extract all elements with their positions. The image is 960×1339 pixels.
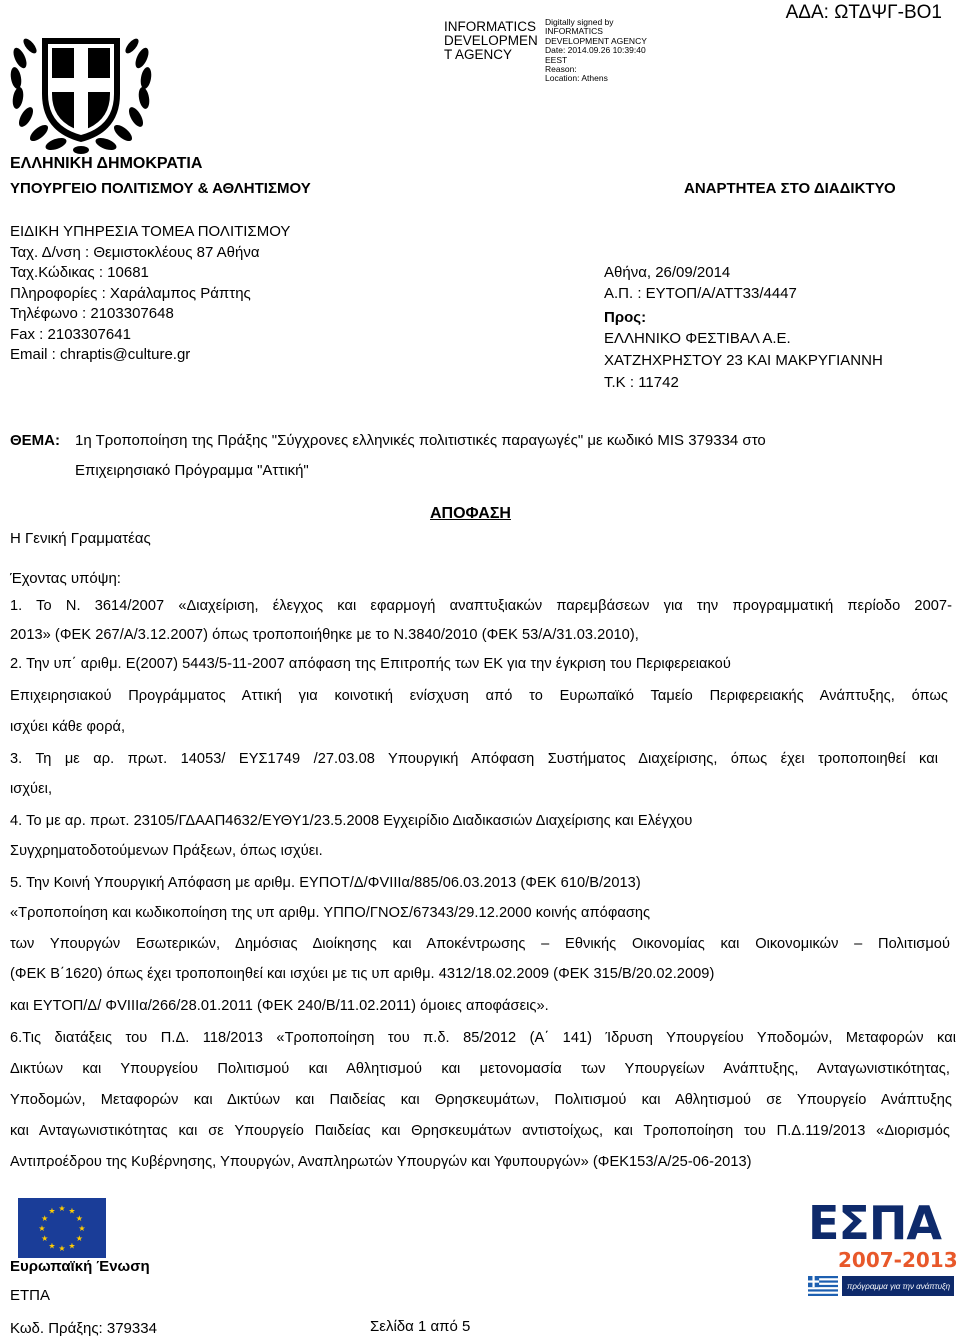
sender-postcode: Ταχ.Κώδικας : 10681 bbox=[10, 264, 149, 281]
eu-flag-icon bbox=[18, 1198, 106, 1258]
publish-note: ΑΝΑΡΤΗΤΕΑ ΣΤΟ ΔΙΑΔΙΚΤΥΟ bbox=[684, 180, 896, 197]
svg-text:★: ★ bbox=[68, 1241, 76, 1251]
sender-service: ΕΙΔΙΚΗ ΥΠΗΡΕΣΙΑ ΤΟΜΕΑ ΠΟΛΙΤΙΣΜΟΥ bbox=[10, 223, 291, 240]
body-line: και ΕΥΤΟΠ/Δ/ ΦVIIIα/266/28.01.2011 (ΦΕΚ 240/Β/11.02.2011) όμοιες αποφάσεις». bbox=[10, 998, 549, 1014]
signer-name: INFORMATICS DEVELOPMEN T AGENCY bbox=[444, 19, 538, 62]
signature-details bbox=[545, 18, 647, 84]
espa-tagline: πρόγραμμα για την ανάπτυξη bbox=[847, 1282, 951, 1291]
svg-text:★: ★ bbox=[58, 1244, 66, 1253]
body-line: 3. Τη με αρ. πρωτ. 14053/ ΕΥΣ1749 /27.03.08 Υπουργική Απόφαση Συστήματος Διαχείρισης, όπως έχει τροποποιηθεί και bbox=[10, 751, 938, 767]
recipient-postcode: Τ.Κ : 11742 bbox=[604, 374, 679, 391]
body-line: 4. Το με αρ. πρωτ. 23105/ΓΔΑΑΠ4632/ΕΥΘΥ1/23.5.2008 Εγχειρίδιο Διαδικασιών Διαχείρισης και Ελέγχου bbox=[10, 813, 693, 829]
body-line: Αντιπροέδρου της Κυβέρνησης, Υπουργών, Αναπληρωτών Υπουργών και Υφυπουργών» (ΦΕΚ153/Α/25-06-2013) bbox=[10, 1154, 752, 1170]
signature-detail-line: Digitally signed by bbox=[545, 17, 614, 27]
body-line: Συγχρηματοδοτούμενων Πράξεων, όπως ισχύει. bbox=[10, 843, 323, 859]
svg-text:★: ★ bbox=[75, 1234, 83, 1243]
sender-address: Ταχ. Δ/νση : Θεμιστοκλέους 87 Αθήνα bbox=[10, 243, 260, 261]
body-line: 6.Τις διατάξεις του Π.Δ. 118/2013 «Τροποποίηση του π.δ. 85/2012 (Α΄ 141) Ίδρυση Υπουργείου Υποδομών, Μεταφορών και bbox=[10, 1030, 956, 1046]
sender-email: Email : chraptis@culture.gr bbox=[10, 346, 191, 363]
body-line: 1. Το Ν. 3614/2007 «Διαχείριση, έλεγχος και εφαρμογή αναπτυξιακών παρεμβάσεων για την προγραμματική περίοδο 2007- bbox=[10, 598, 952, 614]
recipient-street: ΧΑΤΖΗΧΡΗΣΤΟΥ 23 ΚΑΙ ΜΑΚΡΥΓΙΑΝΝΗ bbox=[604, 352, 883, 369]
considering-heading: Έχοντας υπόψη: bbox=[10, 570, 121, 587]
sender-phone: Τηλέφωνο : 2103307648 bbox=[10, 305, 174, 322]
subject-line-2: Επιχειρησιακό Πρόγραμμα "Αττική" bbox=[75, 462, 309, 479]
espa-logo-years: 2007-2013 bbox=[838, 1248, 958, 1272]
body-line: ισχύει κάθε φορά, bbox=[10, 719, 126, 735]
body-line: 2013» (ΦΕΚ 267/Α/3.12.2007) όπως τροποποιήθηκε με το Ν.3840/2010 (ΦΕΚ 53/Α/31.03.2010), bbox=[10, 627, 639, 643]
signature-detail-line: Reason: bbox=[545, 64, 577, 75]
body-line: των Υπουργών Εσωτερικών, Δημόσιας Διοίκησης και Αποκέντρωσης – Εθνικής Οικονομίας και Οικονομικών – Πολιτισμού bbox=[10, 936, 950, 952]
signature-detail-line: Location: Athens bbox=[545, 73, 608, 84]
body-line: «Τροποποίηση και κωδικοποίηση της υπ αριθμ. ΥΠΠΟ/ΓΝΟΣ/67343/29.12.2000 κοινής απόφασης bbox=[10, 905, 651, 921]
espa-logo-text: ΕΣΠΑ bbox=[808, 1196, 941, 1250]
body-line: Δικτύων και Υπουργείου Πολιτισμού και Αθλητισμού και μετονομασία των Υπουργείων Ανάπτυξης, Ανταγωνιστικότητας, bbox=[10, 1061, 950, 1077]
svg-text:★: ★ bbox=[41, 1214, 49, 1223]
svg-text:★: ★ bbox=[48, 1241, 56, 1251]
svg-text:★: ★ bbox=[68, 1206, 76, 1216]
body-line: 2. Την υπ΄ αριθμ. Ε(2007) 5443/5-11-2007 απόφαση της Επιτροπής των ΕΚ για την έγκριση του Περιφερειακού bbox=[10, 656, 731, 672]
svg-text:★: ★ bbox=[48, 1206, 56, 1216]
greek-flag-icon bbox=[808, 1276, 838, 1296]
svg-text:★: ★ bbox=[41, 1234, 49, 1243]
greek-coat-of-arms-icon bbox=[6, 16, 156, 156]
signature-detail-line: EEST bbox=[545, 54, 568, 65]
sender-fax: Fax : 2103307641 bbox=[10, 325, 131, 343]
page-number: Σελίδα 1 από 5 bbox=[370, 1318, 471, 1335]
body-line: Υποδομών, Μεταφορών και Δικτύων και Παιδείας και Θρησκευμάτων, Πολιτισμού και Αθλητισμού σε Υπουργείο Ανάπτυξης bbox=[10, 1092, 952, 1108]
ministry-heading: ΥΠΟΥΡΓΕΙΟ ΠΟΛΙΤΙΣΜΟΥ & ΑΘΛΗΤΙΣΜΟΥ bbox=[10, 180, 311, 197]
svg-text:★: ★ bbox=[38, 1224, 46, 1233]
svg-text:★: ★ bbox=[78, 1224, 86, 1233]
decision-title: ΑΠΟΦΑΣΗ bbox=[430, 505, 511, 522]
project-code: Κωδ. Πράξης: 379334 bbox=[10, 1320, 157, 1337]
espa-tagline-bar bbox=[842, 1276, 954, 1296]
signature-detail-line: Date: 2014.09.26 10:39:40 bbox=[545, 45, 646, 56]
signature-detail-line: INFORMATICS bbox=[545, 26, 603, 37]
eu-label: Ευρωπαϊκή Ένωση bbox=[10, 1258, 150, 1275]
ada-code: ΑΔΑ: ΩΤΔΨΓ-ΒΟ1 bbox=[785, 2, 942, 23]
recipient-label: Προς: bbox=[604, 309, 647, 326]
svg-text:★: ★ bbox=[58, 1204, 66, 1213]
espa-logo bbox=[808, 1196, 958, 1298]
body-line: 5. Την Κοινή Υπουργική Απόφαση με αριθμ. ΕΥΠΟΤ/Δ/ΦVIIIα/885/06.03.2013 (ΦΕΚ 610/Β/2013) bbox=[10, 875, 641, 891]
recipient-name: ΕΛΛΗΝΙΚΟ ΦΕΣΤΙΒΑΛ Α.Ε. bbox=[604, 330, 791, 347]
sender-info: Πληροφορίες : Χαράλαμπος Ράπτης bbox=[10, 284, 251, 302]
subject-label: ΘΕΜΑ: bbox=[10, 432, 60, 449]
body-line: και Ανταγωνιστικότητας και σε Υπουργείο Παιδείας και Θρησκευμάτων αντιστοίχως, και Τροποποίηση του Π.Δ.119/2013 «Διορισμός bbox=[10, 1123, 950, 1139]
issuer: Η Γενική Γραμματέας bbox=[10, 530, 151, 547]
body-line: (ΦΕΚ Β΄1620) όπως έχει τροποποιηθεί και ισχύει με τις υπ αριθμ. 4312/18.02.2009 (ΦΕΚ 315/Β/20.02.2009) bbox=[10, 966, 715, 982]
republic-heading: ΕΛΛΗΝΙΚΗ ΔΗΜΟΚΡΑΤΙΑ bbox=[10, 155, 203, 172]
subject-line-1: 1η Τροποποίηση της Πράξης "Σύγχρονες ελληνικές πολιτιστικές παραγωγές" με κωδικό MIS 379334 στο bbox=[75, 432, 766, 449]
sender-block bbox=[10, 222, 290, 366]
document-date: Αθήνα, 26/09/2014 bbox=[604, 264, 731, 281]
protocol-number: Α.Π. : ΕΥΤΟΠ/Α/ΑΤΤ33/4447 bbox=[604, 285, 797, 302]
signature-detail-line: DEVELOPMENT AGENCY bbox=[545, 35, 647, 46]
etpa-label: ΕΤΠΑ bbox=[10, 1287, 51, 1304]
svg-text:★: ★ bbox=[75, 1214, 83, 1223]
body-line: ισχύει, bbox=[10, 781, 53, 797]
body-line: Επιχειρησιακού Προγράμματος Αττική για κοινοτική ενίσχυση από το Ευρωπαϊκό Ταμείο Περιφερειακής Ανάπτυξης, όπως bbox=[10, 688, 948, 704]
